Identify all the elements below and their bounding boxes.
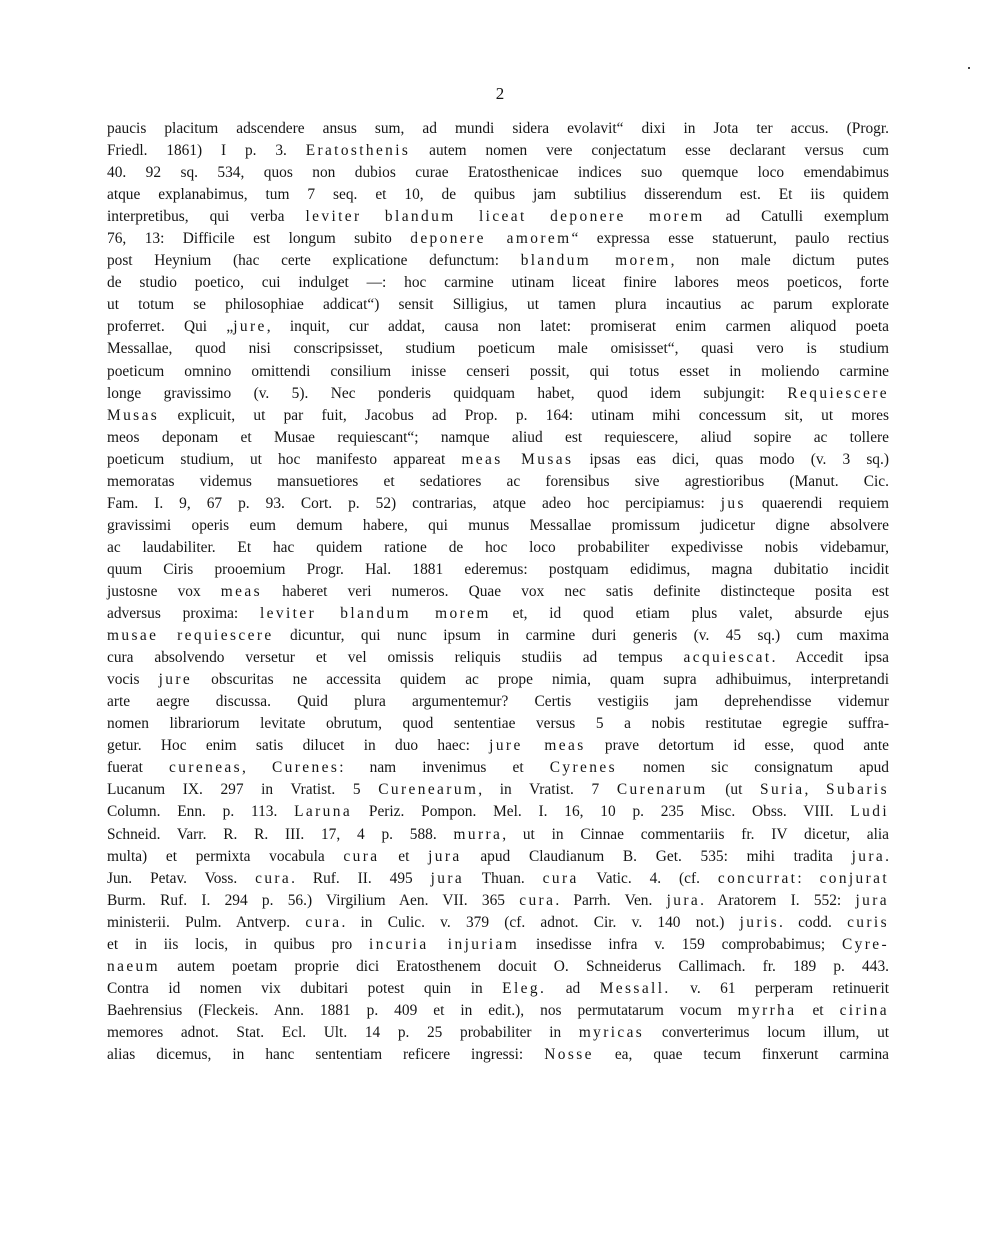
spaced-emphasis: meas Musas (461, 450, 574, 468)
text-line (107, 868, 889, 890)
text-line (107, 1044, 889, 1066)
spaced-emphasis: jure (158, 671, 193, 689)
scan-speck (968, 67, 970, 69)
text-line (107, 405, 889, 427)
text-segment: 40. 92 sq. 534, quos non dubios curae Eratosthenicae indices suo quemque loco emendabimus (107, 164, 889, 182)
text-segment: Contra id nomen vix dubitari potest quin in (107, 979, 503, 997)
text-segment: post Heynium (hac certe explicatione defunctum: (107, 252, 521, 270)
text-line (107, 294, 889, 316)
text-segment: Vatic. 4. (cf. (578, 869, 718, 887)
text-segment: de studio poetico, cui indulget —: hoc carmine utinam liceat finire labores meos poeticos, forte (107, 274, 889, 292)
spaced-emphasis: naeum (107, 957, 161, 975)
spaced-emphasis: juris (739, 913, 779, 931)
text-line (107, 493, 889, 515)
spaced-emphasis: Subaris (825, 781, 889, 799)
text-segment: . in Culic. v. 379 (cf. adnot. Cir. v. 140 not.) (341, 913, 740, 931)
text-segment: et, id quod etiam plus valet, absurde ejus (490, 605, 889, 623)
text-line (107, 272, 889, 294)
text-segment: dicuntur, qui nunc ipsum in carmine duri generis (v. 45 sq.) cum maxima (273, 627, 889, 645)
text-segment: apud Claudianum B. Get. 535: mihi tradita (461, 847, 852, 865)
spaced-emphasis: blandum morem (520, 252, 671, 270)
text-line (107, 338, 889, 360)
text-line (107, 537, 889, 559)
text-line (107, 449, 889, 471)
text-segment: . codd. (778, 913, 848, 931)
text-segment: haberet veri numeros. Quae vox nec satis definite distincteque posita est (262, 582, 889, 600)
spaced-emphasis: curis (847, 913, 889, 931)
text-segment: gravissimi operis eum demum habere, qui munus Messallae promissum judicetur digne absolvere (107, 516, 889, 534)
spaced-emphasis: Eratosthenis (305, 142, 411, 160)
spaced-emphasis: cura (519, 891, 556, 909)
spaced-emphasis: deponere amorem (410, 230, 572, 248)
spaced-emphasis: cirina (839, 1001, 889, 1019)
text-segment: Friedl. 1861) I p. 3. (107, 142, 306, 160)
spaced-emphasis: jura (666, 891, 701, 909)
text-segment: quum Ciris prooemium Progr. Hal. 1881 ederemus: postquam edidimus, magna dubitatio incidit (107, 560, 889, 578)
text-segment: nomen sic consignatum apud (616, 759, 889, 777)
text-line (107, 361, 889, 383)
text-line (107, 912, 889, 934)
spaced-emphasis: leviter blandum morem (260, 605, 491, 623)
text-segment: explicuit, ut par fuit, Jacobus ad Prop. p. 164: utinam mihi concessum sit, ut mores (159, 406, 889, 424)
text-segment: ipsas eas dici, quas modo (v. 3 sq.) (573, 450, 889, 468)
text-segment: Periz. Pompon. Mel. I. 16, 10 p. 235 Misc. Obss. VIII. (352, 803, 851, 821)
text-segment: fuerat (107, 759, 170, 777)
text-segment: , non male dictum putes (670, 252, 890, 270)
spaced-emphasis: meas (220, 582, 263, 600)
text-line (107, 1000, 889, 1022)
text-segment: quaerendi requiem (745, 494, 889, 512)
text-segment: ut totum se philosophiae addicat“) sensit Silligius, ut tamen plura incautius ac parum explorate (107, 296, 889, 314)
spaced-emphasis: concurrat (717, 869, 798, 887)
text-line (107, 184, 889, 206)
spaced-emphasis: Suria (760, 781, 805, 799)
spaced-emphasis: Cyrenes (549, 759, 617, 777)
text-segment: poeticum studium, ut hoc manifesto appareat (107, 450, 462, 468)
text-segment: et (796, 1001, 840, 1019)
text-segment: autem nomen vere conjectatum esse declarant versus cum (410, 142, 889, 160)
text-line (107, 757, 889, 779)
text-segment: obscuritas ne accessita quidem ac prope nimia, quam supra adhibuimus, interpretandi (192, 671, 889, 689)
text-segment: Fam. I. 9, 67 p. 93. Cort. p. 52) contrarias, atque adeo hoc percipiamus: (107, 494, 721, 512)
spaced-emphasis: myricas (578, 1023, 645, 1041)
text-line (107, 691, 889, 713)
text-line (107, 206, 889, 228)
text-segment: , inquit, cur addat, causa non latet: promiserat enim carmen aliquod poeta (266, 318, 889, 336)
text-segment: , (242, 759, 273, 777)
text-line (107, 824, 889, 846)
text-segment: nomen librariorum levitate obrutum, quod sententiae versus 5 a nobis restitutae egregie suffra- (107, 715, 889, 733)
text-segment: justosne vox (107, 582, 221, 600)
text-segment: Jun. Petav. Voss. (107, 869, 256, 887)
text-line (107, 316, 889, 338)
text-segment: ea, quae tecum finxerunt carmina (593, 1045, 889, 1063)
spaced-emphasis: cureneas (169, 759, 243, 777)
spaced-emphasis: myrrha (737, 1001, 797, 1019)
page-number: 2 (495, 84, 505, 103)
text-segment: proferret. Qui „ (107, 318, 234, 336)
spaced-emphasis: Curenearum (378, 781, 479, 799)
text-segment: Schneid. Varr. R. R. III. 17, 4 p. 588. (107, 825, 454, 843)
text-segment: insedisse infra v. 159 comprobabimus; (519, 935, 842, 953)
text-line (107, 118, 889, 140)
text-line (107, 978, 889, 1000)
text-line (107, 625, 889, 647)
text-segment: , ut in Cinnae commentariis fr. IV dicetur, alia (502, 825, 889, 843)
text-segment: . Accedit ipsa (771, 649, 889, 667)
spaced-emphasis: Ludi (850, 803, 889, 821)
text-segment: getur. Hoc enim satis dilucet in duo haec: (107, 737, 490, 755)
text-segment: (ut (707, 781, 761, 799)
spaced-emphasis: jura (430, 869, 465, 887)
text-line (107, 603, 889, 625)
spaced-emphasis: leviter blandum liceat deponere morem (305, 208, 705, 226)
text-segment: v. 61 perperam retinuerit (670, 979, 889, 997)
text-line (107, 956, 889, 978)
text-segment: alias dicemus, in hanc sententiam reficere ingressi: (107, 1045, 545, 1063)
text-segment: 76, 13: Difficile est longum subito (107, 230, 411, 248)
text-line (107, 383, 889, 405)
text-line (107, 228, 889, 250)
text-line (107, 846, 889, 868)
text-line (107, 801, 889, 823)
text-segment: prave detortum id esse, quod ante (585, 737, 889, 755)
spaced-emphasis: jure (233, 318, 267, 336)
text-segment: memoratas videmus mansuetiores et sedatiores ac forensibus sive agrestioribus (Manut. Cic. (107, 472, 889, 490)
spaced-emphasis: jura (855, 891, 889, 909)
text-segment: Column. Enn. p. 113. (107, 803, 295, 821)
text-segment: : (797, 869, 820, 887)
text-segment: Messallae, quod nisi conscripsisset, studium poeticum male omisisset“, quasi vero is studium (107, 340, 889, 358)
spaced-emphasis: Cyre- (841, 935, 889, 953)
text-line (107, 559, 889, 581)
text-segment: memores adnot. Stat. Ecl. Ult. 14 p. 25 probabiliter in (107, 1023, 579, 1041)
text-segment: atque explanabimus, tum 7 seq. et 10, de quibus jam subtilius disserendum est. Et iis quidem (107, 186, 889, 204)
spaced-emphasis: Curenarum (616, 781, 708, 799)
text-segment: autem poetam proprie dici Eratosthenem docuit O. Schneiderus Callimach. fr. 189 p. 443. (160, 957, 889, 975)
text-segment: et in iis locis, in quibus pro (107, 935, 370, 953)
spaced-emphasis: conjurat (819, 869, 889, 887)
text-segment: arte aegre discussa. Quid plura argumentemur? Certis vestigiis jam deprehendisse videmur (107, 693, 889, 711)
text-segment: , (804, 781, 826, 799)
text-segment: ad Catulli exemplum (704, 208, 889, 226)
spaced-emphasis: cura (305, 913, 342, 931)
text-line (107, 581, 889, 603)
text-line (107, 250, 889, 272)
text-segment: converterimus locum illum, ut (644, 1023, 889, 1041)
spaced-emphasis: cura (542, 869, 579, 887)
text-segment: ministerii. Pulm. Antverp. (107, 913, 306, 931)
text-segment: adversus proxima: (107, 605, 260, 623)
text-segment: vocis (107, 671, 159, 689)
text-line (107, 1022, 889, 1044)
text-segment: : nam invenimus et (339, 759, 550, 777)
text-segment: et (379, 847, 429, 865)
spaced-emphasis: cura (255, 869, 292, 887)
spaced-emphasis: Musas (107, 406, 160, 424)
text-segment: ad (546, 979, 600, 997)
text-line (107, 140, 889, 162)
text-line (107, 779, 889, 801)
text-line (107, 735, 889, 757)
spaced-emphasis: Nosse (544, 1045, 594, 1063)
text-segment: poeticum omnino omittendi consilium inisse censeri possit, qui totus esset in moliendo carmine (107, 362, 889, 380)
text-line (107, 427, 889, 449)
text-segment: , in Vratist. 7 (478, 781, 617, 799)
text-line (107, 669, 889, 691)
text-line (107, 471, 889, 493)
spaced-emphasis: Messall. (599, 979, 671, 997)
text-line (107, 713, 889, 735)
spaced-emphasis: incuria injuriam (369, 935, 520, 953)
text-segment: “ expressa esse statuerunt, paulo rectius (571, 230, 889, 248)
spaced-emphasis: Requiescere (787, 384, 889, 402)
text-segment: multa) et permixta vocabula (107, 847, 344, 865)
text-segment: Lucanum IX. 297 in Vratist. 5 (107, 781, 379, 799)
spaced-emphasis: Eleg. (502, 979, 547, 997)
spaced-emphasis: jura (428, 847, 462, 865)
spaced-emphasis: murra (453, 825, 503, 843)
text-line (107, 934, 889, 956)
text-line (107, 162, 889, 184)
spaced-emphasis: cura (343, 847, 380, 865)
text-segment: . Ruf. II. 495 (291, 869, 431, 887)
body-text (107, 118, 889, 1066)
spaced-emphasis: jus (720, 494, 746, 512)
spaced-emphasis: musae requiescere (107, 627, 274, 645)
text-segment: . Parrh. Ven. (555, 891, 667, 909)
text-segment: Baehrensius (Fleckeis. Ann. 1881 p. 409 et in edit.), nos permutatarum vocum (107, 1001, 738, 1019)
spaced-emphasis: Curenes (272, 759, 340, 777)
text-segment: meos deponam et Musae requiescant“; namque aliud est requiescere, aliud sopire ac tollere (107, 428, 889, 446)
spaced-emphasis: jure meas (489, 737, 586, 755)
spaced-emphasis: acquiescat (683, 649, 772, 667)
text-segment: paucis placitum adscendere ansus sum, ad mundi sidera evolavit“ dixi in Jota ter accus. (Progr. (107, 120, 889, 137)
text-segment: Burm. Ruf. I. 294 p. 56.) Virgilium Aen. VII. 365 (107, 891, 520, 909)
text-line (107, 647, 889, 669)
text-line (107, 515, 889, 537)
text-segment: ac laudabiliter. Et hac quidem ratione de hoc loco probabiliter expedivisse nobis videbamur, (107, 538, 889, 556)
text-segment: . (885, 847, 889, 865)
text-line (107, 890, 889, 912)
text-segment: Thuan. (464, 869, 543, 887)
text-segment: cura absolvendo versetur et vel omissis reliquis studiis ad tempus (107, 649, 684, 667)
text-segment: longe gravissimo (v. 5). Nec ponderis quidquam habet, quod idem subjungit: (107, 384, 788, 402)
spaced-emphasis: Laruna (294, 803, 353, 821)
text-segment: interpretibus, qui verba (107, 208, 306, 226)
text-segment: . Aratorem I. 552: (700, 891, 856, 909)
spaced-emphasis: jura (851, 847, 886, 865)
